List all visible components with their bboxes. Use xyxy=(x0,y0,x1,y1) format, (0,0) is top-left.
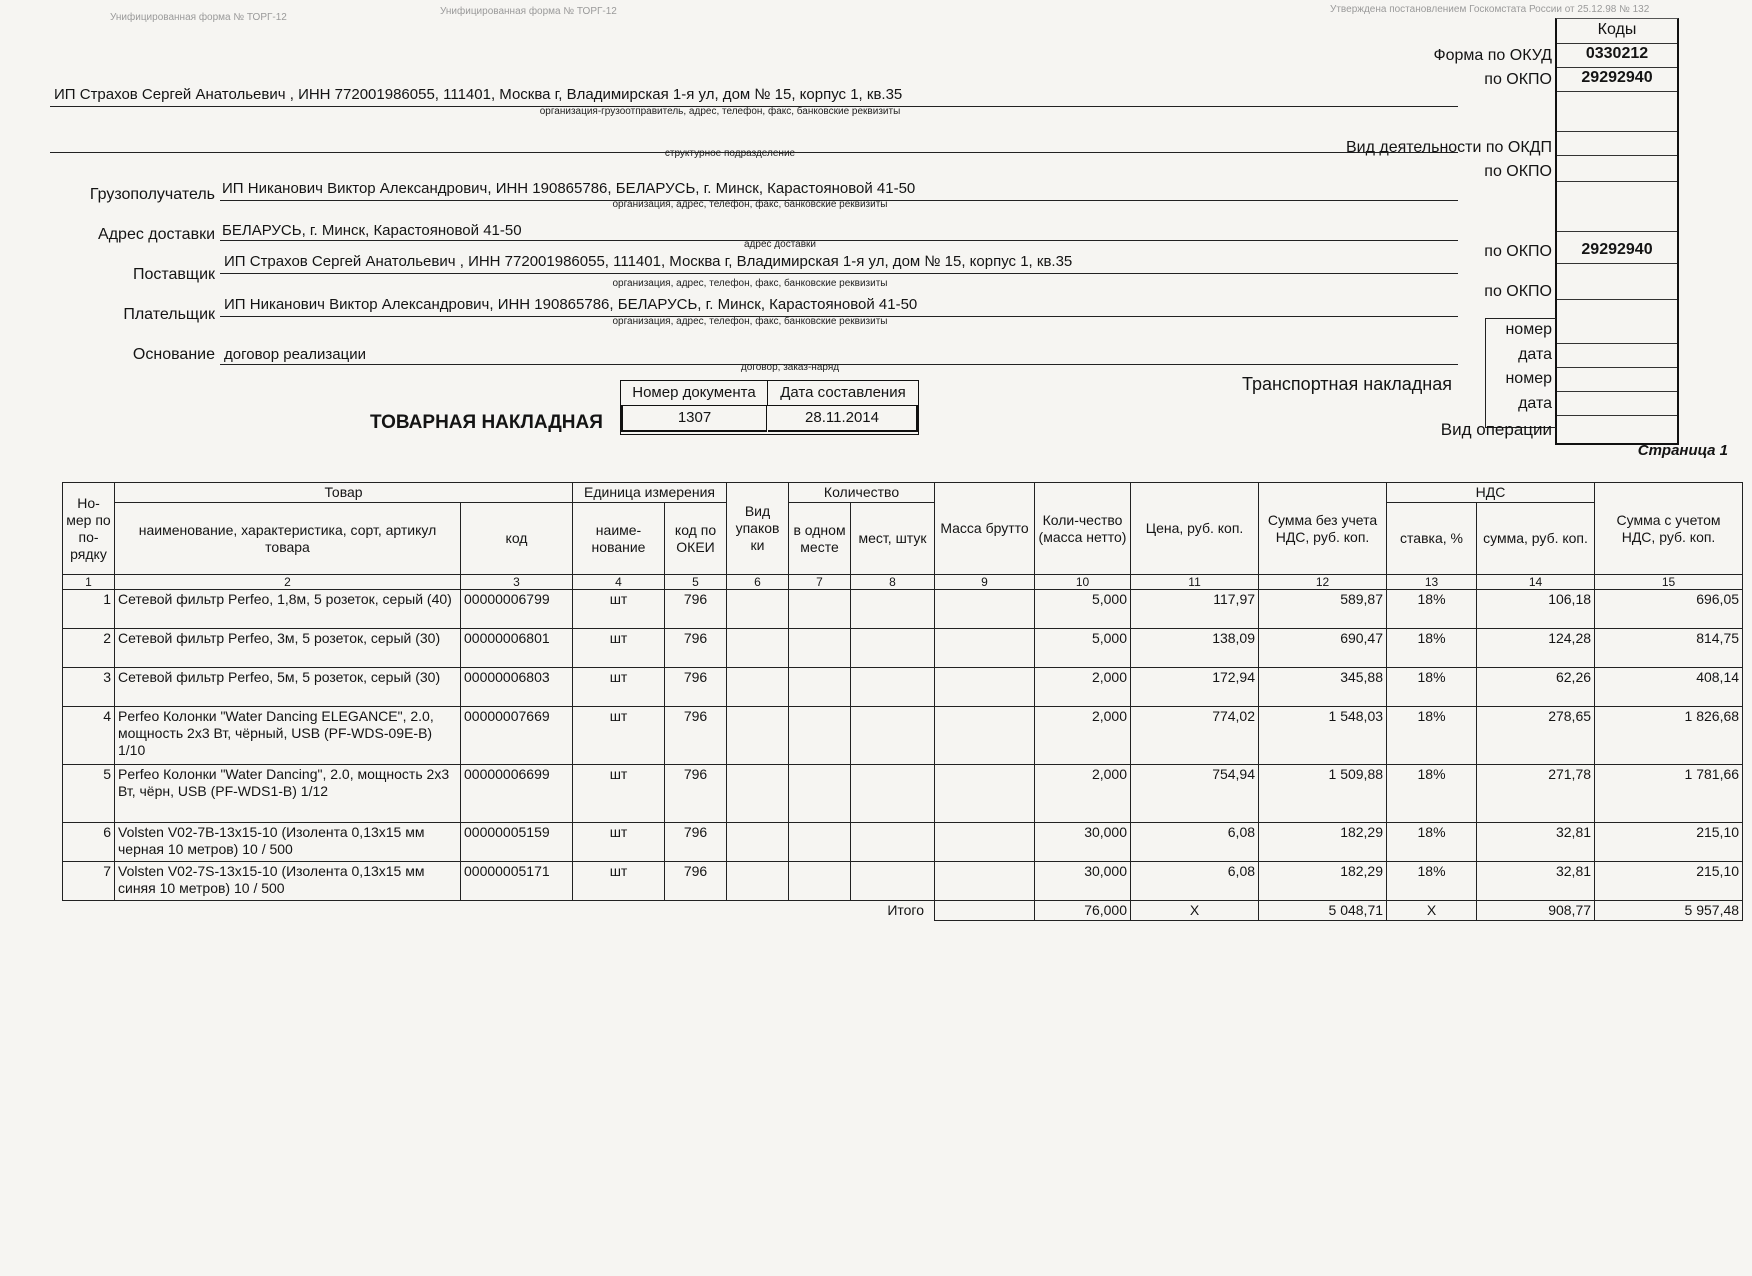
item-pack xyxy=(727,862,789,901)
payer-label: Плательщик xyxy=(123,306,215,323)
item-qty-one xyxy=(789,862,851,901)
totals-gross xyxy=(935,901,1035,921)
payer-okpo-label: по ОКПО xyxy=(1484,283,1552,300)
item-qty-places xyxy=(851,590,935,629)
transport-date-label: дата xyxy=(1518,395,1552,412)
item-gross xyxy=(935,590,1035,629)
item-code: 00000006699 xyxy=(461,765,573,823)
item-unit: шт xyxy=(573,707,665,765)
item-gross xyxy=(935,823,1035,862)
h-price: Цена, руб. коп. xyxy=(1131,483,1259,575)
consignee-caption: организация, адрес, телефон, факс, банковские реквизиты xyxy=(612,199,888,210)
table-row xyxy=(63,707,1743,765)
item-vat-rate: 18% xyxy=(1387,707,1477,765)
h-pack: Вид упаков ки xyxy=(727,483,789,575)
col-num: 2 xyxy=(115,575,461,590)
totals-price: Х xyxy=(1131,901,1259,921)
item-price: 138,09 xyxy=(1131,629,1259,668)
item-qty-places xyxy=(851,862,935,901)
table-row xyxy=(63,765,1743,823)
document-number-box xyxy=(620,380,919,435)
item-qty-places xyxy=(851,765,935,823)
item-name: Perfeo Колонки "Water Dancing", 2.0, мощность 2х3 Вт, чёрн, USB (PF-WDS1-B) 1/12 xyxy=(115,765,461,823)
item-pack xyxy=(727,668,789,707)
col-num: 11 xyxy=(1131,575,1259,590)
row-number: 2 xyxy=(63,629,115,668)
item-vat-rate: 18% xyxy=(1387,862,1477,901)
item-price: 172,94 xyxy=(1131,668,1259,707)
h-goods-name: наименование, характеристика, сорт, артикул товара xyxy=(115,503,461,575)
item-unit: шт xyxy=(573,862,665,901)
item-total: 215,10 xyxy=(1595,823,1743,862)
okpo2-label: по ОКПО xyxy=(1484,163,1552,180)
form-header-faded-1: Унифицированная форма № ТОРГ-12 xyxy=(110,12,287,23)
item-vat-rate: 18% xyxy=(1387,590,1477,629)
codes-block xyxy=(1555,18,1679,445)
item-gross xyxy=(935,765,1035,823)
col-num: 7 xyxy=(789,575,851,590)
goods-table xyxy=(62,482,1743,921)
h-goods-code: код xyxy=(461,503,573,575)
row-number: 3 xyxy=(63,668,115,707)
delivery-caption: адрес доставки xyxy=(744,239,816,250)
consignee-label: Грузополучатель xyxy=(89,186,215,203)
col-num: 5 xyxy=(665,575,727,590)
item-qty: 5,000 xyxy=(1035,629,1131,668)
item-gross xyxy=(935,629,1035,668)
item-pack xyxy=(727,707,789,765)
transport-label: Транспортная накладная xyxy=(1241,374,1452,394)
item-total: 696,05 xyxy=(1595,590,1743,629)
col-num: 10 xyxy=(1035,575,1131,590)
totals-label: Итого xyxy=(887,902,925,918)
item-pack xyxy=(727,629,789,668)
item-code: 00000005159 xyxy=(461,823,573,862)
item-vat-rate: 18% xyxy=(1387,668,1477,707)
item-unit: шт xyxy=(573,590,665,629)
item-qty: 2,000 xyxy=(1035,707,1131,765)
item-total: 408,14 xyxy=(1595,668,1743,707)
table-row xyxy=(63,668,1743,707)
shipper-value: ИП Страхов Сергей Анатольевич , ИНН 772001986055, 111401, Москва г, Владимирская 1-я ул, дом № 15, корпус 1, кв.35 xyxy=(54,86,903,103)
item-qty-one xyxy=(789,707,851,765)
col-num: 1 xyxy=(63,575,115,590)
row-number: 7 xyxy=(63,862,115,901)
item-qty-one xyxy=(789,629,851,668)
h-net: Коли-чество (масса нетто) xyxy=(1035,483,1131,575)
item-code: 00000005171 xyxy=(461,862,573,901)
col-num: 14 xyxy=(1477,575,1595,590)
h-qty-one: в одном месте xyxy=(789,503,851,575)
item-name: Perfeo Колонки "Water Dancing ELEGANCE", 2.0, мощность 2х3 Вт, чёрный, USB (PF-WDS-09E-B) 1/10 xyxy=(115,707,461,765)
item-price: 117,97 xyxy=(1131,590,1259,629)
item-price: 6,08 xyxy=(1131,823,1259,862)
col-num: 9 xyxy=(935,575,1035,590)
item-gross xyxy=(935,707,1035,765)
h-gross: Масса брутто xyxy=(935,483,1035,575)
doc-number-label: Номер документа xyxy=(621,381,768,406)
item-total: 1 826,68 xyxy=(1595,707,1743,765)
item-qty: 30,000 xyxy=(1035,862,1131,901)
item-okei: 796 xyxy=(665,707,727,765)
doc-date: 28.11.2014 xyxy=(768,406,918,432)
supplier-value: ИП Страхов Сергей Анатольевич , ИНН 772001986055, 111401, Москва г, Владимирская 1-я ул, дом № 15, корпус 1, кв.35 xyxy=(224,253,1073,270)
doc-number: 1307 xyxy=(621,406,767,432)
item-sum: 690,47 xyxy=(1259,629,1387,668)
codes-title: Коды xyxy=(1597,21,1637,38)
item-vat-rate: 18% xyxy=(1387,823,1477,862)
item-qty: 2,000 xyxy=(1035,765,1131,823)
item-name: Сетевой фильтр Perfeo, 3м, 5 розеток, серый (30) xyxy=(115,629,461,668)
col-num: 4 xyxy=(573,575,665,590)
item-vat: 32,81 xyxy=(1477,823,1595,862)
h-qty: Количество xyxy=(789,483,935,503)
item-qty: 2,000 xyxy=(1035,668,1131,707)
item-qty-places xyxy=(851,707,935,765)
item-gross xyxy=(935,862,1035,901)
item-okei: 796 xyxy=(665,765,727,823)
delivery-label: Адрес доставки xyxy=(98,226,215,243)
h-unit: Единица измерения xyxy=(573,483,727,503)
item-unit: шт xyxy=(573,765,665,823)
doc-date-label: Дата составления xyxy=(768,381,918,406)
totals-vat-rate: Х xyxy=(1387,901,1477,921)
item-code: 00000006799 xyxy=(461,590,573,629)
basis-value: договор реализации xyxy=(224,346,366,363)
okud-code: 0330212 xyxy=(1585,45,1649,62)
supplier-label: Поставщик xyxy=(132,266,215,283)
item-code: 00000006803 xyxy=(461,668,573,707)
totals-row xyxy=(63,901,1743,921)
row-number: 5 xyxy=(63,765,115,823)
h-num: Но-мер по по-рядку xyxy=(63,483,115,575)
item-price: 774,02 xyxy=(1131,707,1259,765)
item-sum: 345,88 xyxy=(1259,668,1387,707)
item-name: Сетевой фильтр Perfeo, 1,8м, 5 розеток, серый (40) xyxy=(115,590,461,629)
item-okei: 796 xyxy=(665,629,727,668)
item-sum: 182,29 xyxy=(1259,862,1387,901)
item-total: 814,75 xyxy=(1595,629,1743,668)
row-number: 4 xyxy=(63,707,115,765)
shipper-caption: организация-грузоотправитель, адрес, телефон, факс, банковские реквизиты xyxy=(539,106,901,117)
h-vat-rate: ставка, % xyxy=(1387,503,1477,575)
item-qty: 30,000 xyxy=(1035,823,1131,862)
item-okei: 796 xyxy=(665,668,727,707)
item-qty-one xyxy=(789,765,851,823)
item-vat-rate: 18% xyxy=(1387,629,1477,668)
item-vat: 106,18 xyxy=(1477,590,1595,629)
item-name: Сетевой фильтр Perfeo, 5м, 5 розеток, серый (30) xyxy=(115,668,461,707)
item-unit: шт xyxy=(573,823,665,862)
item-pack xyxy=(727,590,789,629)
totals-total: 5 957,48 xyxy=(1595,901,1743,921)
item-gross xyxy=(935,668,1035,707)
item-vat-rate: 18% xyxy=(1387,765,1477,823)
totals-vat: 908,77 xyxy=(1477,901,1595,921)
row-number: 6 xyxy=(63,823,115,862)
supplier-okpo-code: 29292940 xyxy=(1581,241,1653,258)
item-pack xyxy=(727,765,789,823)
payer-caption: организация, адрес, телефон, факс, банковские реквизиты xyxy=(612,316,888,327)
supplier-okpo-label: по ОКПО xyxy=(1484,243,1552,260)
okud-label: Форма по ОКУД xyxy=(1433,47,1552,64)
table-row xyxy=(63,862,1743,901)
form-header-faded-2: Унифицированная форма № ТОРГ-12 xyxy=(440,6,617,17)
item-sum: 589,87 xyxy=(1259,590,1387,629)
item-qty-places xyxy=(851,823,935,862)
item-code: 00000006801 xyxy=(461,629,573,668)
h-qty-places: мест, штук xyxy=(851,503,935,575)
col-num: 15 xyxy=(1595,575,1743,590)
table-row xyxy=(63,823,1743,862)
item-okei: 796 xyxy=(665,862,727,901)
item-price: 754,94 xyxy=(1131,765,1259,823)
h-sum-novat: Сумма без учета НДС, руб. коп. xyxy=(1259,483,1387,575)
item-qty-one xyxy=(789,823,851,862)
item-qty-places xyxy=(851,629,935,668)
item-vat: 32,81 xyxy=(1477,862,1595,901)
column-numbers-row xyxy=(63,575,1743,590)
item-vat: 271,78 xyxy=(1477,765,1595,823)
table-row xyxy=(63,629,1743,668)
item-unit: шт xyxy=(573,629,665,668)
item-vat: 62,26 xyxy=(1477,668,1595,707)
okpo-label: по ОКПО xyxy=(1484,71,1552,88)
form-header-faded-3: Утверждена постановлением Госкомстата России от 25.12.98 № 132 xyxy=(1330,4,1650,15)
page-number: Страница 1 xyxy=(1637,442,1728,459)
item-okei: 796 xyxy=(665,590,727,629)
item-name: Volsten V02-7B-13х15-10 (Изолента 0,13х15 мм черная 10 метров) 10 / 500 xyxy=(115,823,461,862)
h-goods: Товар xyxy=(115,483,573,503)
basis-date-label: дата xyxy=(1518,346,1552,363)
basis-caption: договор, заказ-наряд xyxy=(740,362,840,373)
item-sum: 1 548,03 xyxy=(1259,707,1387,765)
row-number: 1 xyxy=(63,590,115,629)
okpo-code: 29292940 xyxy=(1581,69,1653,86)
item-vat: 124,28 xyxy=(1477,629,1595,668)
basis-number-label: номер xyxy=(1505,321,1552,338)
item-qty-one xyxy=(789,590,851,629)
operation-label: Вид операции xyxy=(1440,420,1552,439)
col-num: 6 xyxy=(727,575,789,590)
item-qty-places xyxy=(851,668,935,707)
totals-qty: 76,000 xyxy=(1035,901,1131,921)
document-title: ТОВАРНАЯ НАКЛАДНАЯ xyxy=(370,412,603,433)
item-okei: 796 xyxy=(665,823,727,862)
item-total: 1 781,66 xyxy=(1595,765,1743,823)
item-code: 00000007669 xyxy=(461,707,573,765)
table-row xyxy=(63,590,1743,629)
item-qty: 5,000 xyxy=(1035,590,1131,629)
item-qty-one xyxy=(789,668,851,707)
h-vat-sum: сумма, руб. коп. xyxy=(1477,503,1595,575)
item-price: 6,08 xyxy=(1131,862,1259,901)
item-pack xyxy=(727,823,789,862)
col-num: 3 xyxy=(461,575,573,590)
col-num: 13 xyxy=(1387,575,1477,590)
col-num: 8 xyxy=(851,575,935,590)
h-vat: НДС xyxy=(1387,483,1595,503)
h-total: Сумма с учетом НДС, руб. коп. xyxy=(1595,483,1743,575)
item-sum: 1 509,88 xyxy=(1259,765,1387,823)
supplier-caption: организация, адрес, телефон, факс, банковские реквизиты xyxy=(612,278,888,289)
delivery-value: БЕЛАРУСЬ, г. Минск, Карастояновой 41-50 xyxy=(222,222,522,239)
totals-sum: 5 048,71 xyxy=(1259,901,1387,921)
col-num: 12 xyxy=(1259,575,1387,590)
h-unit-name: наиме-нование xyxy=(573,503,665,575)
consignee-value: ИП Никанович Виктор Александрович, ИНН 190865786, БЕЛАРУСЬ, г. Минск, Карастояновой 41-50 xyxy=(222,180,916,197)
basis-label: Основание xyxy=(132,346,215,363)
item-sum: 182,29 xyxy=(1259,823,1387,862)
division-caption: структурное подразделение xyxy=(664,148,796,159)
okdp-label: Вид деятельности по ОКДП xyxy=(1345,139,1552,156)
item-total: 215,10 xyxy=(1595,862,1743,901)
item-vat: 278,65 xyxy=(1477,707,1595,765)
payer-value: ИП Никанович Виктор Александрович, ИНН 190865786, БЕЛАРУСЬ, г. Минск, Карастояновой 41-50 xyxy=(224,296,918,313)
item-name: Volsten V02-7S-13х15-10 (Изолента 0,13х15 мм синяя 10 метров) 10 / 500 xyxy=(115,862,461,901)
h-unit-okei: код по ОКЕИ xyxy=(665,503,727,575)
transport-number-label: номер xyxy=(1505,370,1552,387)
item-unit: шт xyxy=(573,668,665,707)
